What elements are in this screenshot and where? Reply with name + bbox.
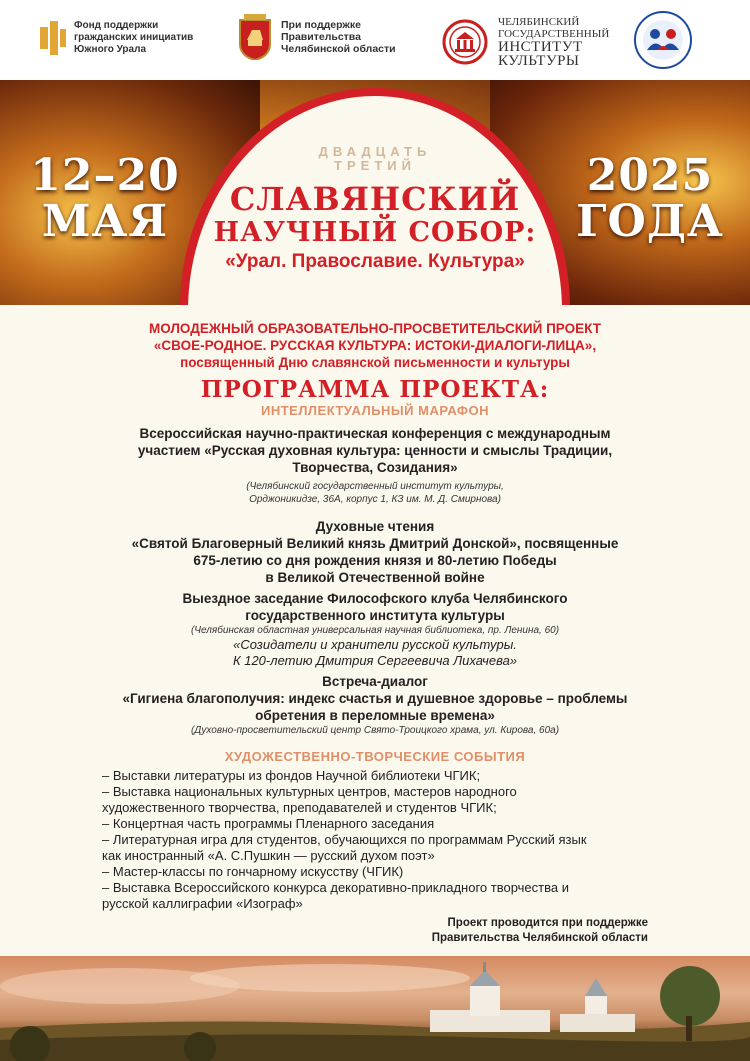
section-intellectual-marathon: ИНТЕЛЛЕКТУАЛЬНЫЙ МАРАФОН	[260, 403, 490, 418]
gov-line-1: При поддержке	[281, 19, 361, 31]
event-readings-line-2: «Святой Благоверный Великий князь Дмитрий Донской», посвященные	[131, 536, 619, 551]
event-philosophy-club	[60, 590, 690, 669]
list-item: – Мастер-классы по гончарному искусству (ЧГИК)	[102, 864, 404, 879]
institute-text	[498, 16, 609, 68]
event-conference-venue-2: Орджоникидзе, 36А, корпус 1, КЗ им. М. Д. Смирнова)	[249, 494, 501, 505]
list-item: художественного творчества, преподавателей и студентов ЧГИК;	[102, 800, 497, 815]
institute-line-4: КУЛЬТУРЫ	[498, 53, 580, 69]
program-title: ПРОГРАММА ПРОЕКТА:	[200, 376, 550, 403]
year-number: 2025	[586, 150, 714, 201]
event-conference-line-1: Всероссийская научно-практическая конференция с международным	[139, 426, 611, 441]
list-item: – Выставка национальных культурных центров, мастеров народного	[102, 784, 517, 799]
event-conference-venue-1: (Челябинский государственный институт культуры,	[246, 481, 504, 492]
date-year	[575, 150, 725, 247]
title-line-1: СЛАВЯНСКИЙ	[229, 180, 521, 218]
project-line-2: «СВОЕ-РОДНОЕ. РУССКАЯ КУЛЬТУРА: ИСТОКИ-ДИАЛОГИ-ЛИЦА»,	[153, 338, 597, 353]
date-month: МАЯ	[41, 196, 169, 247]
fund-emblem-icon	[40, 21, 66, 55]
event-dialogue-line-1: Встреча-диалог	[322, 674, 428, 689]
art-events-list	[102, 768, 662, 912]
event-title	[190, 145, 560, 273]
ordinal-line-1: ДВАДЦАТЬ	[318, 144, 432, 159]
program-content	[60, 320, 690, 765]
house-of-friendship-logo	[633, 10, 693, 70]
event-dialogue	[60, 673, 690, 737]
event-dialogue-line-3: обретения в переломные времена»	[255, 708, 495, 723]
list-item: – Выставки литературы из фондов Научной библиотеки ЧГИК;	[102, 768, 481, 783]
gov-logo	[238, 14, 396, 60]
support-line-2: Правительства Челябинской области	[431, 932, 648, 944]
list-item: – Выставка Всероссийского конкурса декоративно-прикладного творчества и	[102, 880, 569, 895]
institute-line-3: ИНСТИТУТ	[498, 39, 583, 55]
gov-line-2: Правительства	[281, 31, 361, 43]
event-readings-line-3: 675-летию со дня рождения князя и 80-летию Победы	[193, 553, 557, 568]
event-readings-line-1: Духовные чтения	[315, 519, 435, 534]
fund-line-2: гражданских инициатив	[74, 32, 194, 43]
event-club-venue: (Челябинская областная универсальная научная библиотека, пр. Ленина, 60)	[190, 625, 560, 636]
logos-bar	[0, 0, 750, 80]
title-line-2: НАУЧНЫЙ СОБОР:	[213, 217, 537, 248]
date-range	[30, 150, 180, 247]
institute-line-1: ЧЕЛЯБИНСКИЙ	[498, 16, 580, 28]
event-club-topic-2: К 120-летию Дмитрия Сергеевича Лихачева»	[232, 653, 518, 668]
institute-emblem-icon	[442, 19, 488, 65]
event-club-line-2: государственного института культуры	[245, 608, 505, 623]
event-dialogue-venue: (Духовно-просветительский центр Свято-Троицкого храма, ул. Кирова, 60а)	[190, 725, 560, 736]
date-days: 12–20	[30, 150, 180, 201]
fund-line-3: Южного Урала	[74, 44, 147, 55]
event-readings	[60, 518, 690, 586]
fund-line-1: Фонд поддержки	[74, 20, 159, 31]
gov-line-3: Челябинской области	[281, 43, 396, 55]
list-item: русской каллиграфии «Изограф»	[102, 896, 303, 911]
list-item: – Литературная игра для студентов, обучающихся по программам Русский язык	[102, 832, 587, 847]
chelyabinsk-coat-of-arms-icon	[238, 14, 272, 60]
support-line-1: Проект проводится при поддержке	[447, 917, 648, 929]
event-dialogue-line-2: «Гигиена благополучия: индекс счастья и душевное здоровье – проблемы	[122, 691, 628, 706]
monastery-landscape-icon	[0, 956, 750, 1061]
house-of-friendship-emblem-icon	[633, 10, 693, 70]
institute-logo	[442, 16, 609, 68]
year-word: ГОДА	[576, 196, 724, 247]
event-conference-line-2: участием «Русская духовная культура: ценности и смыслы Традиции,	[137, 443, 613, 458]
section-art-events: ХУДОЖЕСТВЕННО-ТВОРЧЕСКИЕ СОБЫТИЯ	[224, 749, 526, 764]
ordinal-line-2: ТРЕТИЙ	[334, 158, 416, 173]
gov-text	[281, 19, 396, 55]
list-item: как иностранный «А. С.Пушкин — русский духом поэт»	[102, 848, 435, 863]
title-subtitle: «Урал. Православие. Культура»	[225, 251, 525, 272]
event-readings-line-4: в Великой Отечественной войне	[265, 570, 485, 585]
landscape-illustration	[0, 956, 750, 1061]
event-conference	[60, 425, 690, 506]
fund-logo	[40, 20, 193, 56]
project-heading	[60, 320, 690, 371]
event-conference-line-3: Творчества, Созидания»	[292, 460, 458, 475]
event-club-topic-1: «Созидатели и хранители русской культуры.	[233, 637, 517, 652]
support-note	[432, 916, 648, 946]
project-line-1: МОЛОДЕЖНЫЙ ОБРАЗОВАТЕЛЬНО-ПРОСВЕТИТЕЛЬСКИЙ ПРОЕКТ	[149, 321, 601, 336]
project-line-3: посвященный Дню славянской письменности и культуры	[180, 355, 570, 370]
institute-line-2: ГОСУДАРСТВЕННЫЙ	[498, 28, 610, 40]
event-club-line-1: Выездное заседание Философского клуба Челябинского	[182, 591, 568, 606]
list-item: – Концертная часть программы Пленарного заседания	[102, 816, 435, 831]
fund-text	[74, 20, 193, 56]
